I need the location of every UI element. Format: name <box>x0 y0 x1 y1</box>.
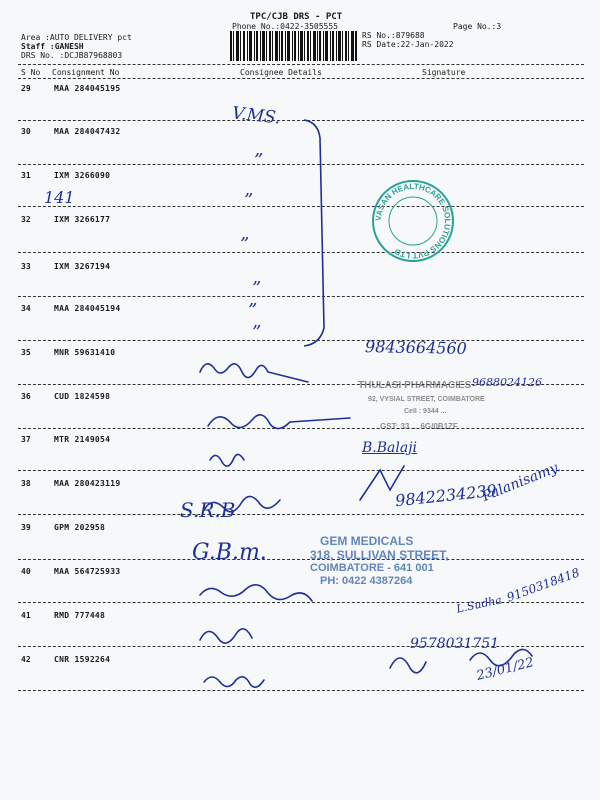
handwritten-name: B.Balaji <box>362 440 418 456</box>
row-consignment: IXM 3266090 <box>54 171 111 180</box>
row-sno: 34 <box>21 304 31 313</box>
col-sno: S No <box>21 68 41 77</box>
row-consignment: MAA 280423119 <box>54 479 121 488</box>
handwritten-date: 23/01/22 <box>475 655 536 684</box>
handwritten-phone: 9688024126 <box>472 376 542 389</box>
col-consignment: Consignment No <box>52 68 120 77</box>
handwritten-number: 141 <box>44 188 75 207</box>
handwritten-phone: 9843664560 <box>364 337 467 358</box>
col-signature: Signature <box>422 68 466 77</box>
row-sno: 32 <box>21 215 31 224</box>
barcode <box>230 31 358 61</box>
row-consignment: IXM 3267194 <box>54 262 111 271</box>
row-sno: 38 <box>21 479 31 488</box>
svg-text:VASAN HEALTHCARE SOLUTIONS PVT: VASAN HEALTHCARE SOLUTIONS PVT LTD <box>373 181 453 261</box>
thulasi-pharmacies-stamp: THULASI PHARMACIES <box>358 380 472 391</box>
row-consignment: CNR 1592264 <box>54 655 111 664</box>
handwritten-phone: 9578031751 <box>410 636 500 652</box>
drs-title: TPC/CJB DRS - PCT <box>250 12 343 22</box>
row-consignment: MAA 284045195 <box>54 84 121 93</box>
handwritten-name: Palanisamy. <box>480 459 563 505</box>
rs-date: RS Date:22-Jan-2022 <box>362 40 454 49</box>
row-sno: 29 <box>21 84 31 93</box>
phone-number: Phone No.:0422-3505555 <box>232 22 338 31</box>
col-consignee: Consignee Details <box>240 68 322 77</box>
handwritten-ditto: ” <box>248 300 258 321</box>
row-sno: 31 <box>21 171 31 180</box>
handwritten-ditto: ” <box>254 150 264 171</box>
gem-medicals-phone: PH: 0422 4387264 <box>320 575 413 587</box>
row-sno: 36 <box>21 392 31 401</box>
row-consignment: CUD 1824598 <box>54 392 111 401</box>
handwritten-phone: 9150318418 <box>504 565 582 605</box>
gem-medicals-name: GEM MEDICALS <box>320 534 414 548</box>
row-consignment: MAA 284047432 <box>54 127 121 136</box>
handwritten-initials: G.B.m. <box>192 540 267 565</box>
row-sno: 39 <box>21 523 31 532</box>
thulasi-gst: GST: 33 ... 6G/0B1ZF <box>380 422 458 431</box>
row-sno: 37 <box>21 435 31 444</box>
row-sno: 35 <box>21 348 31 357</box>
row-sno: 42 <box>21 655 31 664</box>
row-sno: 30 <box>21 127 31 136</box>
drs-number: DRS No. :DCJB87968803 <box>21 51 123 60</box>
row-sno: 33 <box>21 262 31 271</box>
handwritten-ditto: ” <box>252 322 262 343</box>
row-consignment: MAA 284045194 <box>54 304 121 313</box>
gem-medicals-city: COIMBATORE - 641 001 <box>310 562 434 574</box>
thulasi-cell: Cell : 9344 ... <box>404 408 447 415</box>
handwritten-bracket <box>300 118 340 348</box>
handwritten-ditto: ” <box>244 190 254 211</box>
gem-medicals-address: 318, SULLIVAN STREET, <box>310 548 449 562</box>
row-consignment: IXM 3266177 <box>54 215 111 224</box>
handwritten-ditto: ” <box>252 278 262 299</box>
row-consignment: GPM 202958 <box>54 523 106 532</box>
row-consignment: RMD 777448 <box>54 611 106 620</box>
handwritten-name: L.Sudha <box>455 593 503 616</box>
staff-field: Staff :GANESH <box>21 42 84 51</box>
handwritten-initials: S.R.B <box>180 498 236 522</box>
handwritten-vms: V.MS. <box>231 103 282 129</box>
column-divider <box>18 78 584 79</box>
rs-number: RS No.:879688 <box>362 31 425 40</box>
handwritten-ditto: ” <box>240 234 250 255</box>
thulasi-address: 92, VYSIAL STREET, COIMBATORE <box>368 396 485 403</box>
row-consignment: MNR 59631410 <box>54 348 116 357</box>
row-sno: 41 <box>21 611 31 620</box>
row-consignment: MTR 2149054 <box>54 435 111 444</box>
row-sno: 40 <box>21 567 31 576</box>
vasan-healthcare-seal <box>370 178 456 264</box>
page-number: Page No.:3 <box>453 22 502 31</box>
handwritten-phone: 9842234239 <box>394 480 498 511</box>
row-consignment: MAA 564725933 <box>54 567 121 576</box>
area-field: Area :AUTO DELIVERY pct <box>21 33 132 42</box>
header-divider <box>18 64 584 65</box>
